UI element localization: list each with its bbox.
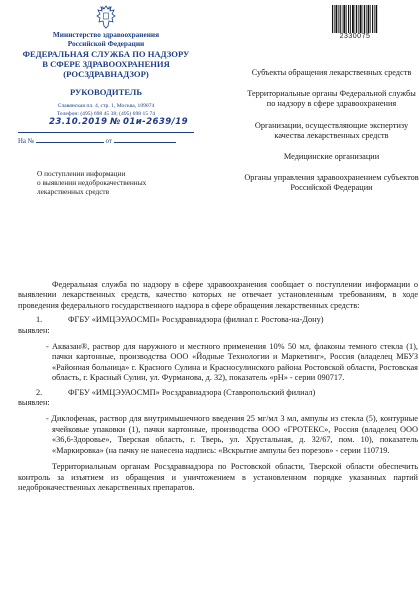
barcode-number: 2330075: [339, 33, 371, 40]
recipient: Органы управления здравоохранением субъектов Российской Федерации: [244, 173, 419, 193]
head-title: РУКОВОДИТЕЛЬ: [69, 87, 143, 98]
item-2-detail: - Диклофенак, раствор для внутримышечного введения 25 мг/мл 3 мл, ампулы из стекла (5), контурные ячейковые упаковки (1), пачки картонные, производства ООО «ГРОТЕКС», Россия (владелец ООО «36,6-Здоровье», Тверская область, г. Тверь, ул. Хрустальная, д. 32/67, пом. 10), показатель «Маркировка» (на пачку не нанесена надпись: «Вскрытие ампулы без порезов» - серии 110719.: [46, 414, 418, 455]
reference-number-field: [36, 135, 104, 143]
recipient: Территориальные органы Федеральной службы по надзору в сфере здравоохранения: [247, 89, 416, 109]
reference-date-label: от: [105, 138, 112, 145]
item-continuation: выявлен:: [18, 398, 50, 408]
letter-subject: О поступлении информации о выявлении недоброкачественных лекарственных средств: [37, 169, 147, 196]
reference-number-label: На №: [18, 138, 35, 145]
barcode-icon: [331, 5, 379, 33]
number-sign: №: [110, 117, 121, 127]
recipients-list: [244, 68, 419, 205]
coat-of-arms-icon: [95, 4, 117, 30]
reference-date-field: [114, 135, 176, 143]
letter-body: [18, 280, 418, 493]
reference-line: [18, 135, 194, 145]
item-lab: ФГБУ «ИМЦЭУАОСМП» Росздравнадзора (Ставропольский филиал): [68, 387, 316, 397]
address: Славянская пл. 4, стр. 1, Москва, 109074 Телефон: (495) 698 45 38; (495) 698 15 74: [56, 103, 156, 117]
item-1-detail: - Аквазан®, раствор для наружного и местного применения 10% 50 мл, флаконы темного стекла (1), пачки картонные, производства ООО «Йодные Технологии и Маркетинг», Россия (владелец МБУЗ «Районная больница» г. Красного Сулина и Красносулинского района Ростовской области, Ростовская область, г. Красный Сулин, ул. Фурманова, д. 32), показатель «pH» - серии 090717.: [46, 342, 418, 383]
intro-paragraph: Федеральная служба по надзору в сфере здравоохранения сообщает о поступлении информации о выявлении лекарственных средств, качество которых не отвечает установленным требованиям, в ходе проведения федерального государственного надзора в сфере обращения лекарственных средств:: [18, 280, 418, 310]
registration-date: 23.10.2019: [49, 117, 108, 127]
recipient: Медицинские организации: [283, 152, 380, 162]
item-number: 2.: [36, 387, 43, 397]
barcode: [331, 5, 379, 41]
service-name: ФЕДЕРАЛЬНАЯ СЛУЖБА ПО НАДЗОРУ В СФЕРЕ ЗДРАВООХРАНЕНИЯ (РОСЗДРАВНАДЗОР): [22, 49, 190, 79]
ministry-name: Министерство здравоохранения Российской Федерации: [52, 30, 160, 48]
recipient: Субъекты обращения лекарственных средств: [251, 68, 412, 77]
registration-number: 01и-2639/19: [123, 117, 188, 127]
item-1-header: [18, 315, 418, 325]
item-number: 1.: [36, 315, 43, 325]
recipient: Организации, осуществляющие экспертизу качества лекарственных средств: [254, 120, 409, 140]
closing-paragraph: Территориальным органам Росздравнадзора по Ростовской области, Тверской области обеспечить контроль за изъятием из обращения и уничтожением в установленном порядке указанных партий недоброкачественных лекарственных препаратов.: [18, 462, 418, 492]
item-2-header: [18, 388, 418, 398]
letterhead: [18, 31, 194, 118]
item-lab: ФГБУ «ИМЦЭУАОСМП» Росздравнадзора (филиал г. Ростова-на-Дону): [68, 315, 324, 325]
item-continuation: выявлен:: [18, 325, 50, 335]
